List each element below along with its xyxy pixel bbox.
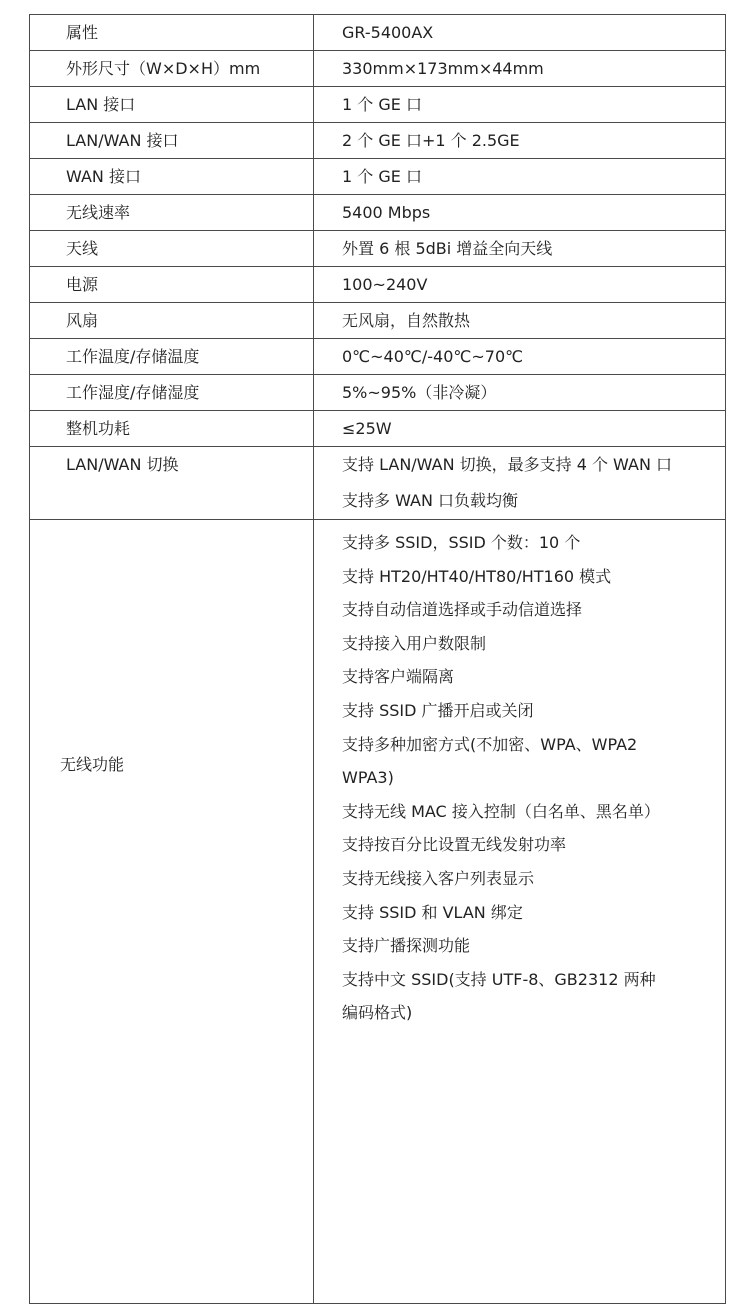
wireless-feature-line: 支持自动信道选择或手动信道选择 [342,600,583,620]
lan-port-value: 1 个 GE 口 [314,87,726,123]
wan-port-value: 1 个 GE 口 [314,159,726,195]
table-row [30,51,726,87]
table-row [30,231,726,267]
lan-wan-switch-label: LAN/WAN 切换 [30,447,314,520]
table-row [30,87,726,123]
spec-table [29,14,726,1304]
wireless-feature-line: WPA3) [342,768,394,788]
lan-wan-switch-line: 支持 LAN/WAN 切换，最多支持 4 个 WAN 口 [342,455,673,474]
table-row [30,303,726,339]
table-row [30,267,726,303]
temperature-label: 工作温度/存储温度 [30,339,314,375]
wireless-features-value [314,520,726,1304]
fan-label: 风扇 [30,303,314,339]
wireless-rate-label: 无线速率 [30,195,314,231]
wireless-feature-line: 支持 SSID 广播开启或关闭 [342,700,534,720]
power-consumption-value: ≤25W [314,411,726,447]
lan-port-label: LAN 接口 [30,87,314,123]
table-row [30,123,726,159]
wireless-feature-line: 支持中文 SSID(支持 UTF-8、GB2312 两种 [342,969,656,989]
wireless-feature-line: 支持 HT20/HT40/HT80/HT160 模式 [342,566,612,586]
wireless-feature-line: 支持无线接入客户列表显示 [342,868,535,888]
temperature-value: 0℃~40℃/-40℃~70℃ [314,339,726,375]
lan-wan-port-value: 2 个 GE 口+1 个 2.5GE [314,123,726,159]
antenna-label: 天线 [30,231,314,267]
wireless-rate-value: 5400 Mbps [314,195,726,231]
power-consumption-label: 整机功耗 [30,411,314,447]
table-row [30,195,726,231]
lan-wan-switch-line: 支持多 WAN 口负载均衡 [342,491,519,510]
fan-value: 无风扇，自然散热 [314,303,726,339]
wireless-feature-line: 支持多种加密方式(不加密、WPA、WPA2 [342,734,638,754]
wireless-feature-line: 支持客户端隔离 [342,667,455,687]
power-value: 100~240V [314,267,726,303]
wireless-feature-line: 支持无线 MAC 接入控制（白名单、黑名单） [342,801,660,821]
table-row [30,411,726,447]
table-row [30,339,726,375]
antenna-value: 外置 6 根 5dBi 增益全向天线 [314,231,726,267]
wireless-feature-line: 支持接入用户数限制 [342,633,487,653]
humidity-label: 工作湿度/存储湿度 [30,375,314,411]
lan-wan-port-label: LAN/WAN 接口 [30,123,314,159]
wireless-feature-line: 编码格式) [342,1003,413,1023]
wireless-features-label: 无线功能 [30,520,314,1304]
wan-port-label: WAN 接口 [30,159,314,195]
dimensions-value: 330mm×173mm×44mm [314,51,726,87]
table-row-lan-wan-switch [30,447,726,520]
table-row-wireless [30,520,726,1304]
humidity-value: 5%~95%（非冷凝） [314,375,726,411]
table-row [30,159,726,195]
attr-header-label: 属性 [30,15,314,51]
power-label: 电源 [30,267,314,303]
wireless-feature-line: 支持广播探测功能 [342,936,471,956]
wireless-feature-line: 支持 SSID 和 VLAN 绑定 [342,902,523,922]
wireless-feature-line: 支持多 SSID，SSID 个数：10 个 [342,533,581,552]
table-row [30,15,726,51]
model-value: GR-5400AX [314,15,726,51]
lan-wan-switch-value [314,447,726,520]
wireless-feature-line: 支持按百分比设置无线发射功率 [342,835,567,855]
table-row [30,375,726,411]
dimensions-label: 外形尺寸（W×D×H）mm [30,51,314,87]
